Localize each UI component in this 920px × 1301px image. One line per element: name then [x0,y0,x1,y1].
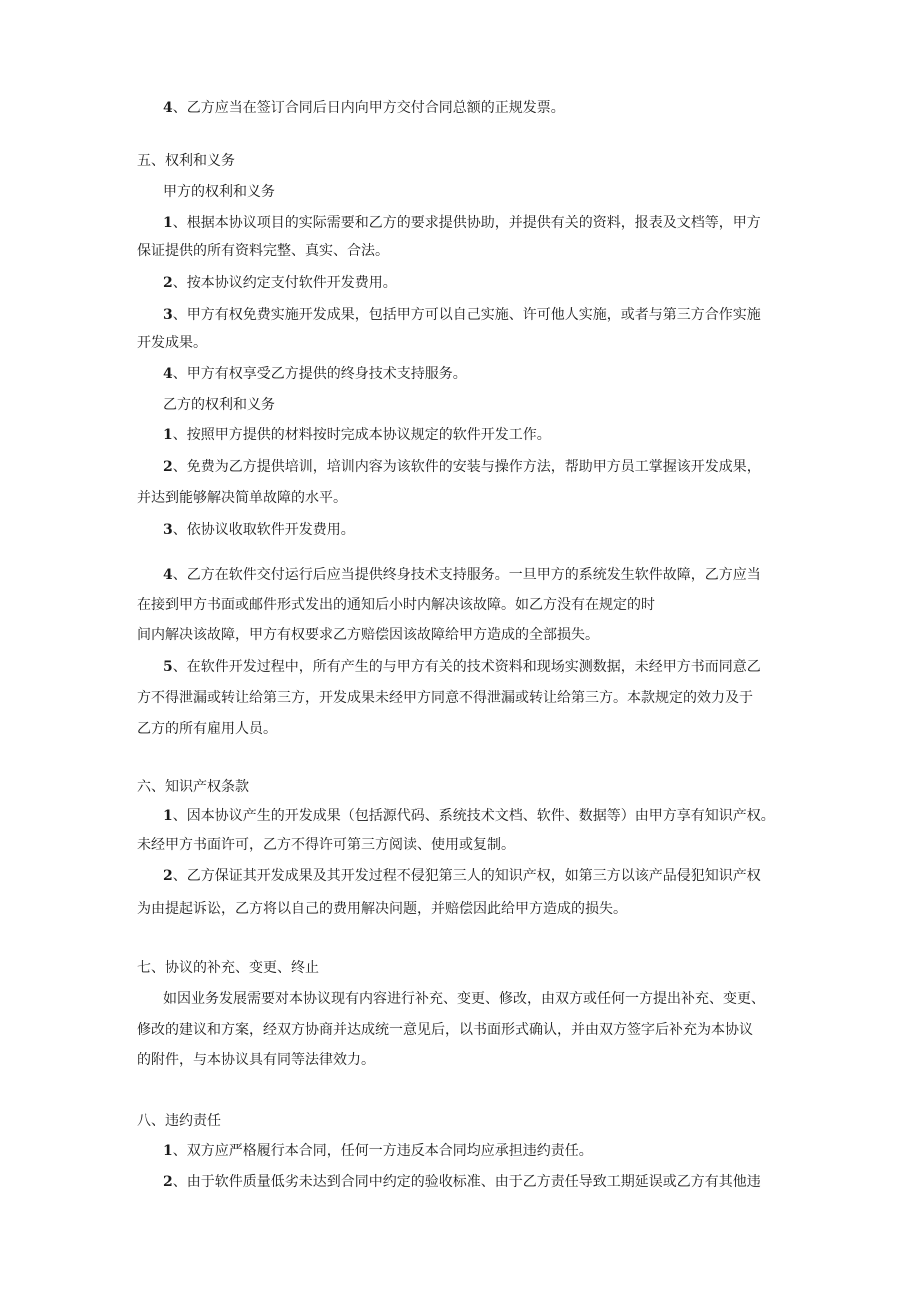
party-b-clause-5-cont-1: 方不得泄漏或转让给第三方，开发成果未经甲方同意不得泄漏或转让给第三方。本款规定的效力及于 [137,690,753,706]
party-b-clause-3: 3、依协议收取软件开发费用。 [163,522,355,538]
section-6-heading: 六、知识产权条款 [137,779,249,795]
party-b-clause-4-cont-1: 在接到甲方书面或邮件形式发出的通知后小时内解决该故障。如乙方没有在规定的时 [137,597,655,613]
amendment-paragraph-line-3: 的附件，与本协议具有同等法律效力。 [137,1052,375,1068]
ip-clause-2: 2、乙方保证其开发成果及其开发过程不侵犯第三人的知识产权，如第三方以该产品侵犯知识产权 [163,868,761,884]
section-7-heading: 七、协议的补充、变更、终止 [137,960,319,976]
party-a-clause-1-cont: 保证提供的所有资料完整、真实、合法。 [137,243,389,259]
party-a-clause-1: 1、根据本协议项目的实际需要和乙方的要求提供协助，并提供有关的资料，报表及文档等，甲方 [163,215,761,231]
party-b-clause-1: 1、按照甲方提供的材料按时完成本协议规定的软件开发工作。 [163,427,551,443]
amendment-paragraph-line-2: 修改的建议和方案，经双方协商并达成统一意见后，以书面形式确认，并由双方签字后补充为本协议 [137,1022,753,1038]
amendment-paragraph-line-1: 如因业务发展需要对本协议现有内容进行补充、变更、修改，由双方或任何一方提出补充、变更、 [163,991,765,1007]
party-a-heading: 甲方的权利和义务 [163,184,275,200]
breach-clause-2: 2、由于软件质量低劣未达到合同中约定的验收标准、由于乙方责任导致工期延误或乙方有其他违 [163,1174,761,1190]
party-b-heading: 乙方的权利和义务 [163,397,275,413]
party-b-clause-2-cont: 并达到能够解决简单故障的水平。 [137,490,347,506]
ip-clause-2-cont: 为由提起诉讼，乙方将以自己的费用解决问题，并赔偿因此给甲方造成的损失。 [137,901,627,917]
section-5-heading: 五、权利和义务 [137,153,235,169]
section-8-heading: 八、违约责任 [137,1113,221,1129]
party-a-clause-3-cont: 开发成果。 [137,335,207,351]
invoice-clause: 4、乙方应当在签订合同后日内向甲方交付合同总额的正规发票。 [163,100,565,116]
breach-clause-1: 1、双方应严格履行本合同，任何一方违反本合同均应承担违约责任。 [163,1143,593,1159]
party-b-clause-4: 4、乙方在软件交付运行后应当提供终身技术支持服务。一旦甲方的系统发生软件故障，乙方应当 [163,567,761,583]
ip-clause-1-cont: 未经甲方书面许可，乙方不得许可第三方阅读、使用或复制。 [137,837,515,853]
party-b-clause-4-cont-2: 间内解决该故障，甲方有权要求乙方赔偿因该故障给甲方造成的全部损失。 [137,627,599,643]
party-b-clause-5-cont-2: 乙方的所有雇用人员。 [137,721,277,737]
party-a-clause-4: 4、甲方有权享受乙方提供的终身技术支持服务。 [163,366,467,382]
ip-clause-1: 1、因本协议产生的开发成果（包括源代码、系统技术文档、软件、数据等）由甲方享有知识产权。 [163,808,775,824]
party-b-clause-5: 5、在软件开发过程中，所有产生的与甲方有关的技术资料和现场实测数据，未经甲方书而同意乙 [163,659,761,675]
party-b-clause-2: 2、免费为乙方提供培训，培训内容为该软件的安装与操作方法，帮助甲方员工掌握该开发成果， [163,459,761,475]
party-a-clause-3: 3、甲方有权免费实施开发成果，包括甲方可以自己实施、许可他人实施，或者与第三方合作实施 [163,307,761,323]
party-a-clause-2: 2、按本协议约定支付软件开发费用。 [163,275,397,291]
